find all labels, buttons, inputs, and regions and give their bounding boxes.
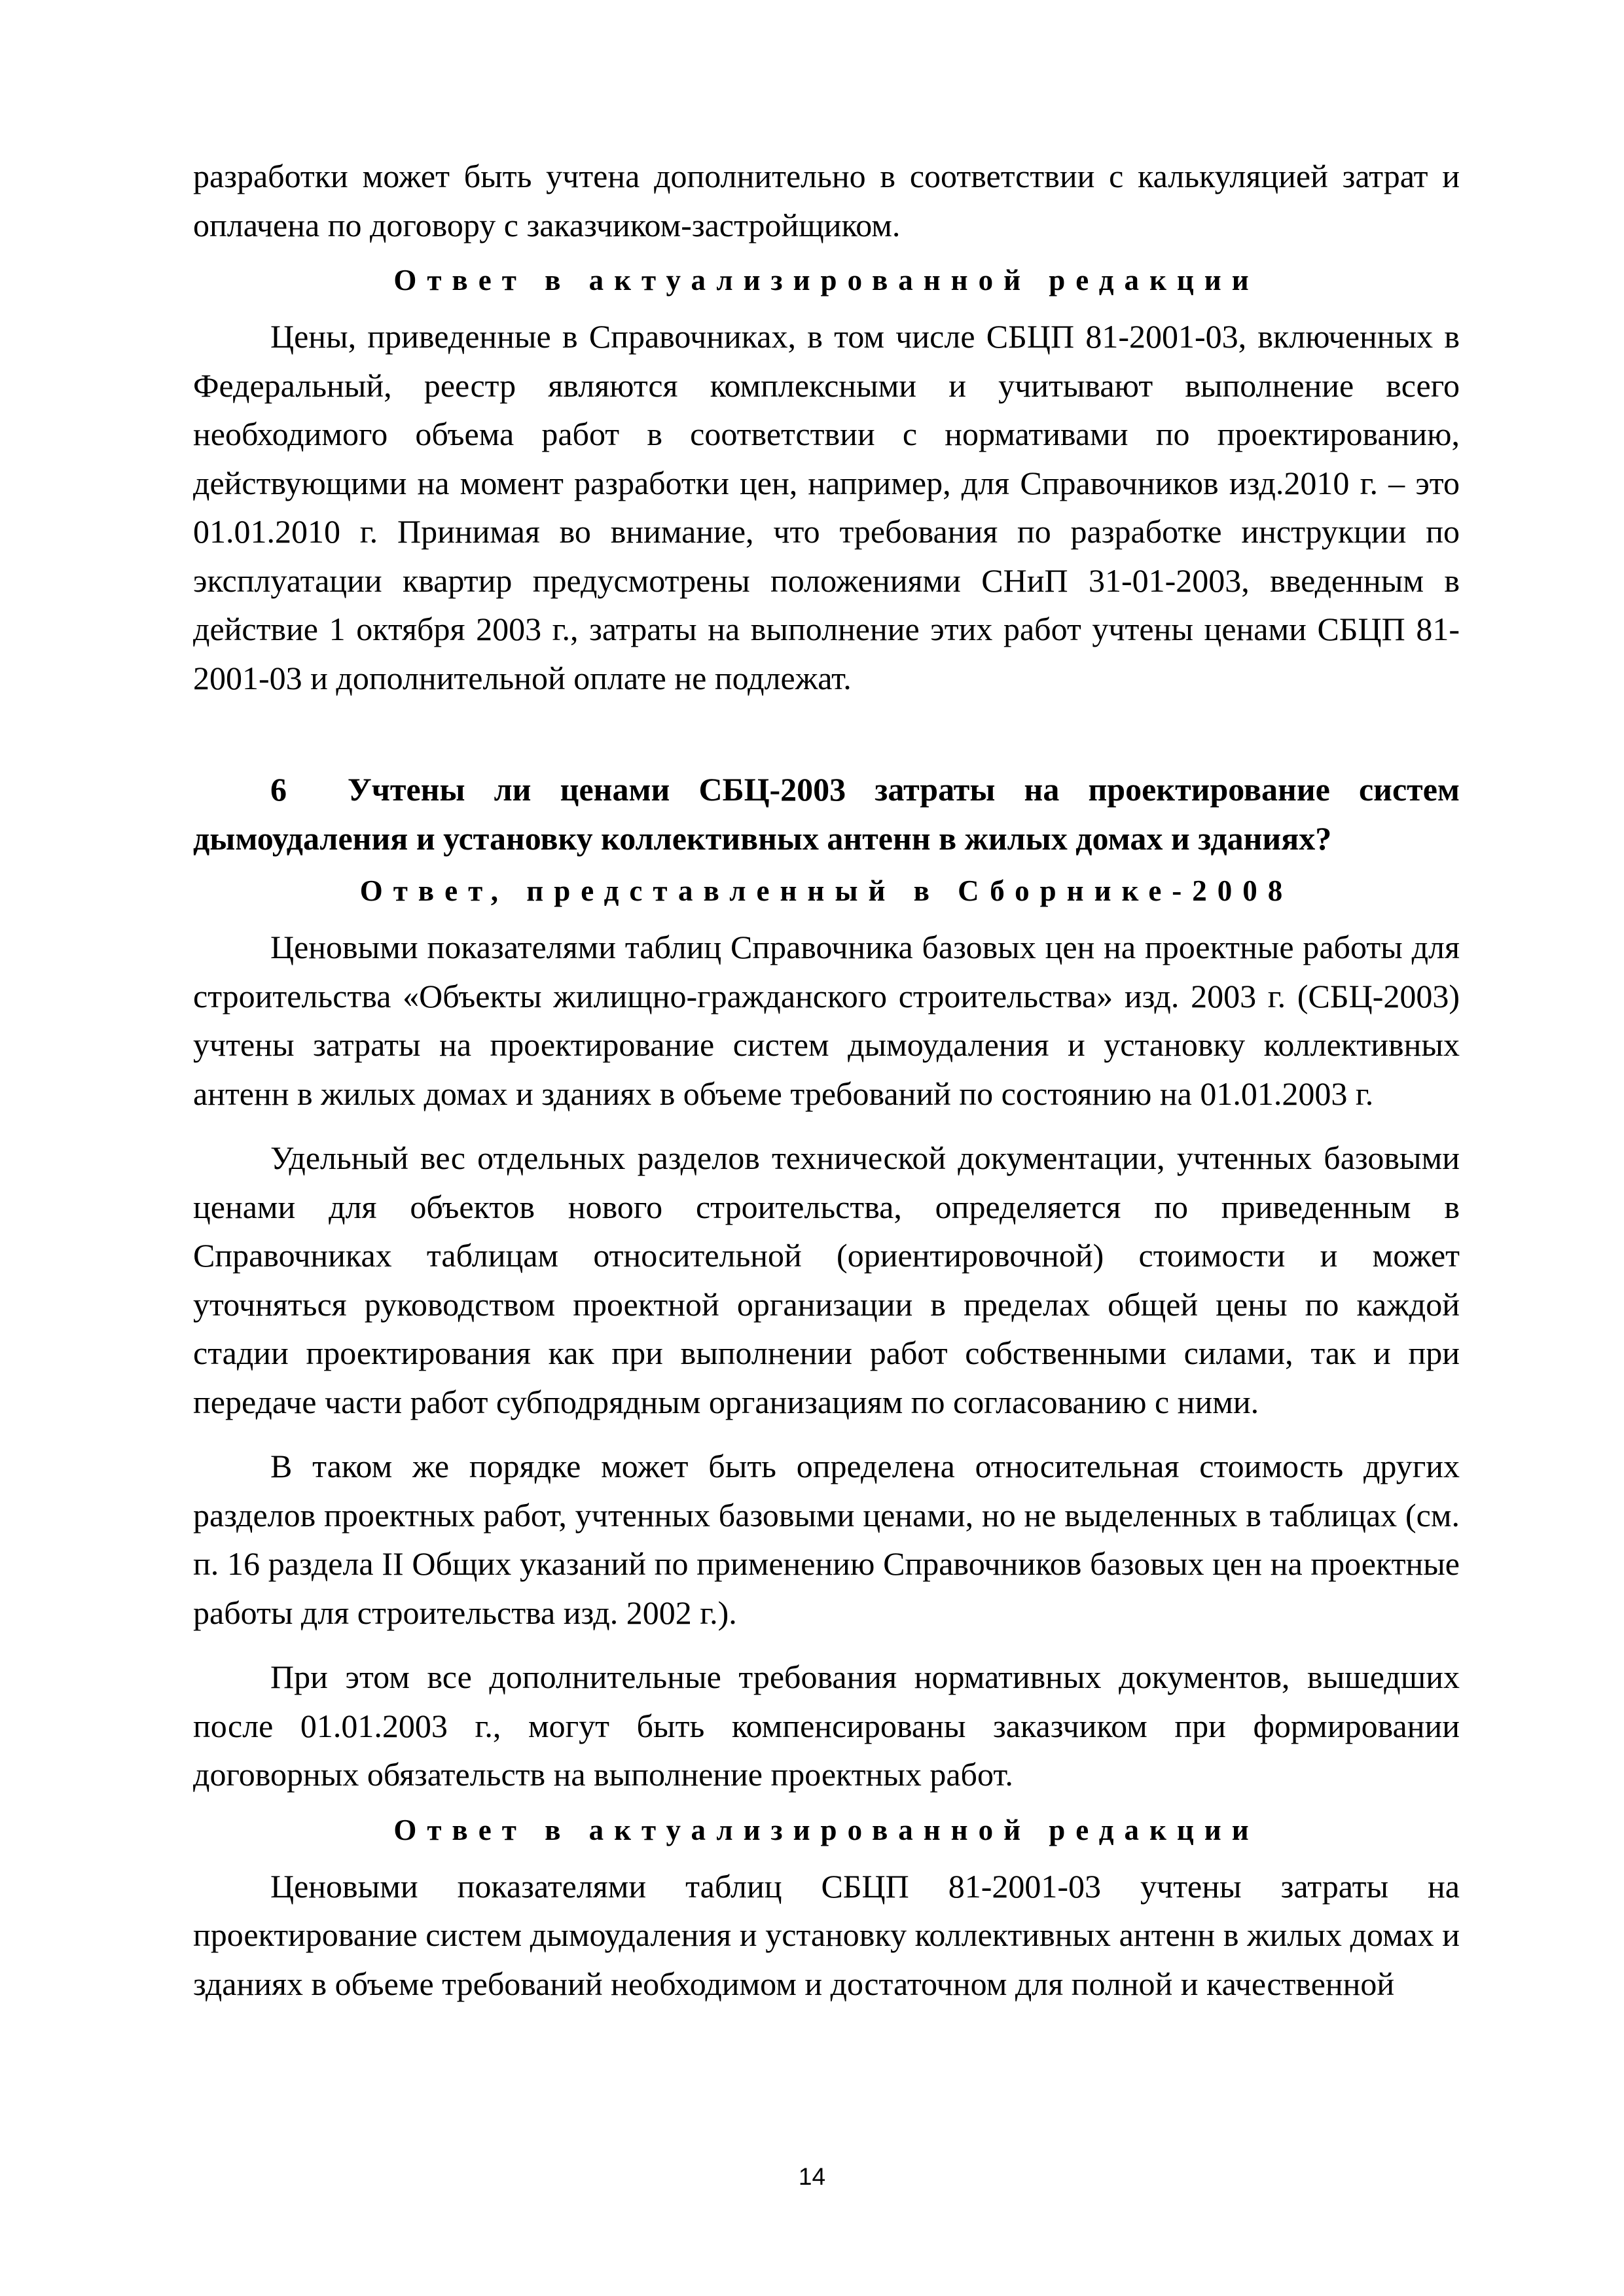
answer-updated-heading-2: Ответ в актуализированной редакции — [393, 1813, 1259, 1846]
answer-updated-paragraph-2: Ценовыми показателями таблиц СБЦП 81-2001-03 учтены затраты на проектирование систем дымоудаления и установку коллективных антенн в жилых домах и зданиях в объеме требований необходимом и достаточном для полной и качественной — [193, 1867, 1460, 2002]
answer-sbornik-paragraph-4: При этом все дополнительные требования нормативных документов, вышедших после 01.01.2003 г., могут быть компенсированы заказчиком при формировании договорных обязательств на выполнение проектных работ. — [193, 1659, 1460, 1793]
answer-sbornik-paragraph-2: Удельный вес отдельных разделов технической документации, учтенных базовыми ценами для объектов нового строительства, определяется по приведенным в Справочниках таблицам относительной (ориентировочной) стоимости и может уточняться руководством проектной организации в пределах общей цены по каждой стадии проектирования как при выполнении работ собственными силами, так и при передаче части работ субподрядным организациям по согласованию с ними. — [193, 1139, 1460, 1420]
answer-sbornik-heading: Ответ, представленный в Сборнике-2008 — [359, 874, 1293, 907]
intro-paragraph: разработки может быть учтена дополнительно в соответствии с калькуляцией затрат и оплачена по договору с заказчиком-застройщиком. — [193, 158, 1460, 243]
page-number: 14 — [798, 2163, 826, 2190]
answer-sbornik-paragraph-1: Ценовыми показателями таблиц Справочника базовых цен на проектные работы для строительства «Объекты жилищно-гражданского строительства» изд. 2003 г. (СБЦ-2003) учтены затраты на проектирование систем дымоудаления и установку коллективных антенн в жилых домах и зданиях в объеме требований по состоянию на 01.01.2003 г. — [193, 929, 1460, 1112]
question-number: 6 — [270, 771, 287, 808]
question-text: Учтены ли ценами СБЦ-2003 затраты на проектирование систем дымоудаления и установку коллективных антенн в жилых домах и зданиях? — [193, 771, 1460, 857]
question-heading — [193, 765, 1460, 863]
answer-updated-paragraph: Цены, приведенные в Справочниках, в том числе СБЦП 81-2001-03, включенных в Федеральный, реестр являются комплексными и учитывают выполнение всего необходимого объема работ в соответствии с нормативами по проектированию, действующими на момент разработки цен, например, для Справочников изд.2010 г. – это 01.01.2010 г. Принимая во внимание, что требования по разработке инструкции по эксплуатации квартир предусмотрены положениями СНиП 31-01-2003, введенным в действие 1 октября 2003 г., затраты на выполнение этих работ учтены ценами СБЦП 81-2001-03 и дополнительной оплате не подлежат. — [193, 318, 1460, 696]
answer-sbornik-paragraph-3: В таком же порядке может быть определена относительная стоимость других разделов проектных работ, учтенных базовыми ценами, но не выделенных в таблицах (см. п. 16 раздела II Общих указаний по применению Справочников базовых цен на проектные работы для строительства изд. 2002 г.). — [193, 1448, 1460, 1631]
answer-updated-heading: Ответ в актуализированной редакции — [393, 264, 1259, 296]
page-content — [193, 152, 1460, 2008]
